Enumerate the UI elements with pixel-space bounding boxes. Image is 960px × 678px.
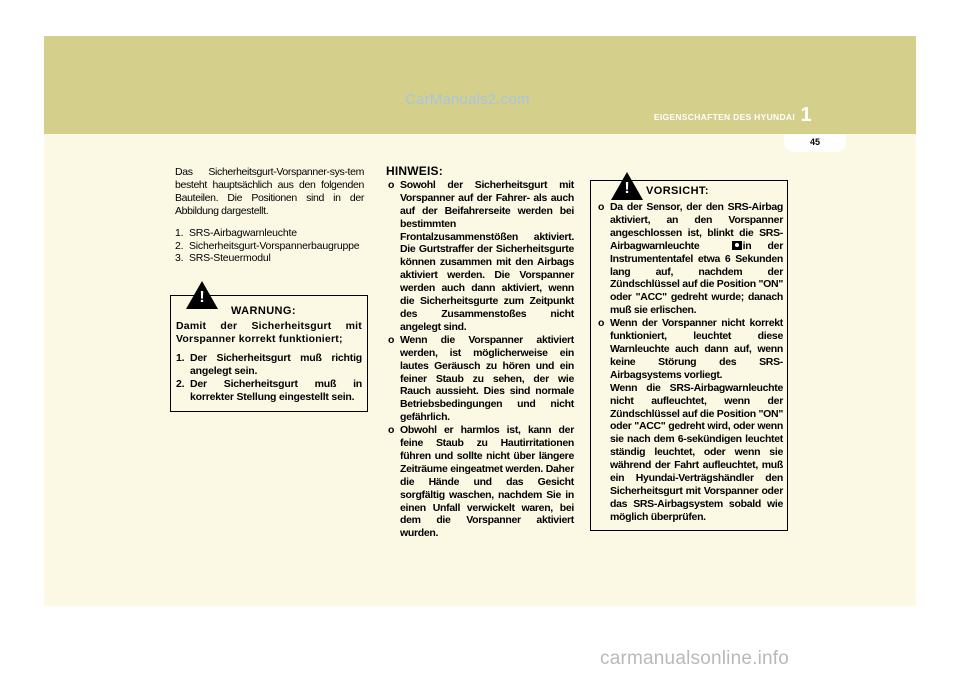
list-item: [175, 252, 364, 265]
caution-box: [590, 180, 788, 531]
warning-intro: Damit der Sicherheitsgurt mit Vorspanner korrekt funktioniert;: [176, 320, 362, 345]
list-item: [176, 352, 362, 378]
list-text: Der Sicherheitsgurt muß in korrekter Stellung eingestellt sein.: [190, 377, 362, 403]
list-item: [596, 317, 783, 524]
watermark-bottom: carmanualsonline.info: [600, 648, 790, 669]
intro-paragraph: Das Sicherheitsgurt-Vorspanner-sys-tem besteht hauptsächlich aus den folgenden Bauteilen. Die Positionen sind in der Abbildung dargestellt.: [175, 166, 364, 217]
warning-title: WARNUNG:: [231, 305, 296, 317]
warning-box: [170, 289, 368, 412]
list-item: [175, 240, 364, 253]
list-text: Wenn die Vorspanner aktiviert werden, ist möglicherweise ein lautes Geräusch zu hören und ein feiner Staub zu sehen, der wie Rauch aussieht. Dies sind normale Betriebsbedingungen und nicht gefährlich.: [400, 333, 574, 424]
watermark-top: CarManuals2.com: [405, 91, 530, 108]
list-item: [175, 227, 364, 240]
bullet: o: [598, 317, 605, 330]
list-text: SRS-Steuermodul: [189, 252, 271, 265]
list-text: Obwohl er harmlos ist, kann der feine Staub zu Hautirritationen führen und sollte nicht über längere Zeiträume eingeatmet werden. Daher die Hände und das Gesicht sorgfältig waschen, nachdem Sie in einen Unfall verwickelt waren, bei dem die Vorspanner aktiviert wurden.: [400, 424, 574, 540]
bullet: o: [598, 201, 605, 213]
list-number: 1.: [175, 226, 184, 239]
list-text: in der Instrumententafel etwa 6 Sekunden lang auf, nachdem der Zündschlüssel auf die Position "ON" oder "ACC" gedreht wurde; danach muß sie erlischen.: [610, 239, 783, 317]
warning-list: [176, 352, 362, 404]
caution-triangle-icon: !: [611, 172, 643, 200]
bullet: o: [388, 424, 395, 437]
page-number: 45: [809, 137, 820, 147]
list-text: SRS-Airbagwarnleuchte: [189, 226, 297, 239]
list-number: 2.: [175, 239, 184, 252]
list-text: Der Sicherheitsgurt muß richtig angelegt sein.: [190, 351, 362, 377]
list-text: Sicherheitsgurt-Vorspannerbaugruppe: [189, 239, 360, 252]
list-text: Wenn der Vorspanner nicht korrekt funktioniert, leuchtet diese Warnleuchte auch dann auf, wenn keine Störung des SRS-Airbagsystems vorliegt.: [610, 317, 783, 381]
section-title: EIGENSCHAFTEN DES HYUNDAI: [653, 112, 795, 122]
list-item: [386, 179, 574, 334]
caution-title: VORSICHT:: [646, 185, 709, 197]
list-item: [386, 424, 574, 540]
airbag-warning-lamp-icon: [732, 241, 742, 250]
list-item: [176, 378, 362, 404]
intro-column: [175, 166, 364, 265]
warning-triangle-icon: !: [186, 281, 218, 309]
note-list: [386, 179, 574, 540]
component-list: [175, 227, 364, 266]
list-number: 3.: [175, 252, 184, 265]
chapter-number: 1: [800, 104, 812, 126]
caution-list: [596, 201, 783, 524]
note-title: HINWEIS:: [386, 164, 443, 178]
list-text: Da der Sensor, der den SRS-Airbag aktiviert, an den Vorspanner angeschlossen ist, blinkt die SRS-Airbagwarnleuchte: [610, 201, 783, 252]
list-text: Sowohl der Sicherheitsgurt mit Vorspanner auf der Fahrer- als auch auf der Beifahrerseite werden bei bestimmten Frontalzusammenstößen aktiviert. Die Gurtstraffer der Sicherheitsgurte können zusammen mit den Airbags aktiviert werden. Die Vorspanner werden auch dann aktiviert, wenn die Sicherheitsgurte zum Zeitpunkt des Zusammenstoßes nicht angelegt sind.: [400, 178, 574, 333]
list-text: Wenn die SRS-Airbagwarnleuchte nicht aufleuchtet, wenn der Zündschlüssel auf die Position "ON" oder "ACC" gedreht wird, oder wenn sie nach dem 6-sekündigen leuchtet ständig leuchtet, oder wenn sie während der Fahrt aufleuchtet, muß ein Hyundai-Verträgshändler den Sicherheitsgurt mit Vorspanner oder das SRS-Airbagsystem sobald wie möglich überprüfen.: [610, 381, 783, 523]
bullet: o: [388, 333, 395, 346]
list-number: 2.: [176, 377, 185, 390]
list-number: 1.: [176, 351, 185, 364]
bullet: o: [388, 178, 395, 191]
note-column: [386, 165, 574, 540]
list-item: [386, 334, 574, 424]
list-item: [596, 201, 783, 317]
